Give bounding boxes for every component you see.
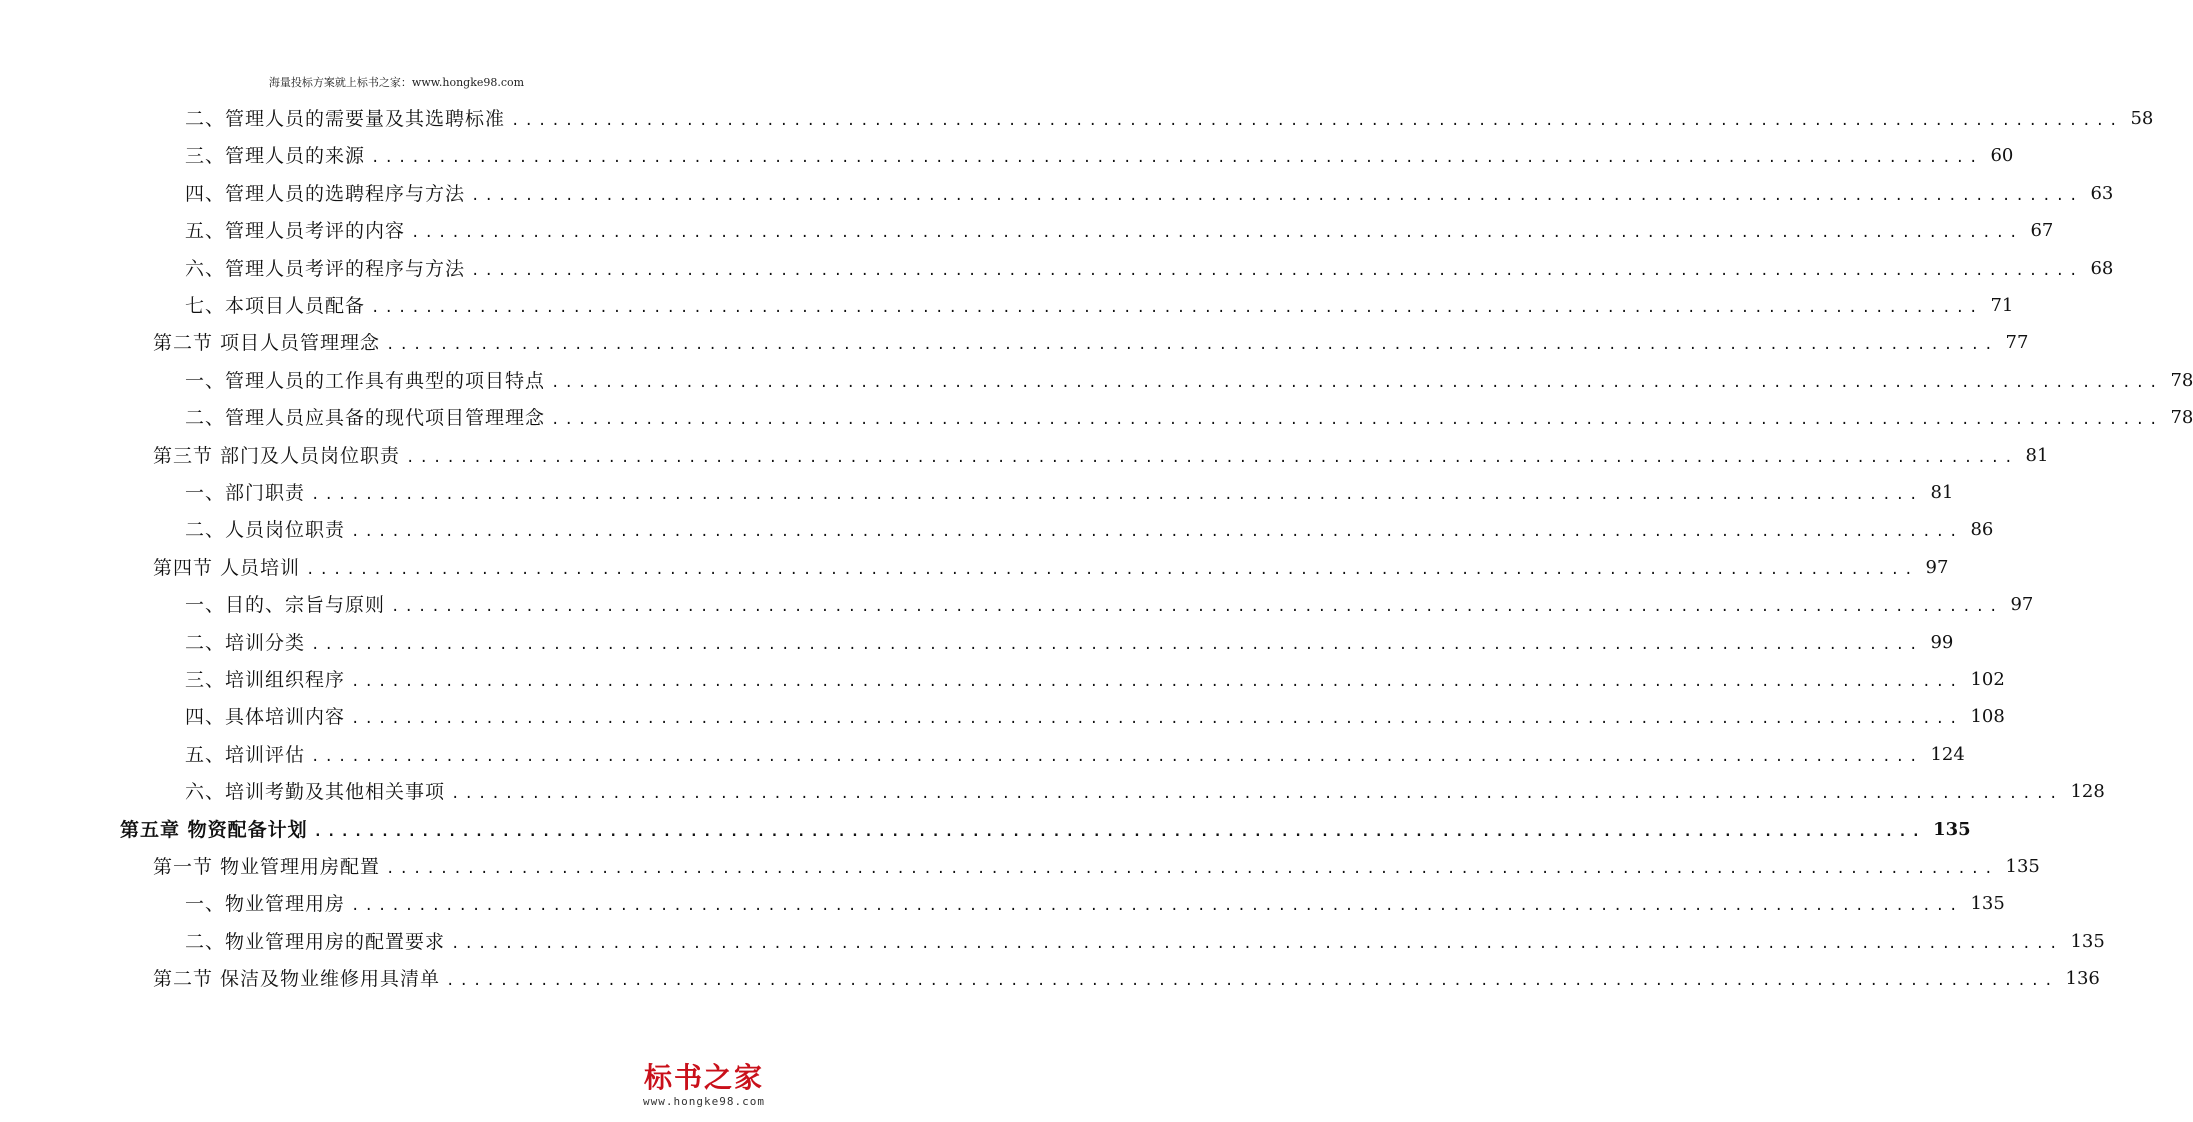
toc-entry-section[interactable]	[153, 849, 2040, 885]
toc-leader-dots: ........................................................................................................................	[406, 449, 2018, 466]
toc-entry-item[interactable]	[185, 213, 2054, 249]
toc-leader-dots: ........................................................................................................................	[411, 225, 2023, 242]
toc-leader-dots: ........................................................................................................................	[351, 711, 1963, 728]
toc-leader-dots: ........................................................................................................................	[451, 935, 2063, 952]
toc-entry-label: 六、管理人员考评的程序与方法	[185, 257, 466, 280]
toc-entry-label: 二、管理人员的需要量及其选聘标准	[185, 108, 506, 130]
toc-entry-page-number: 99	[1930, 631, 1954, 653]
toc-entry-item[interactable]	[185, 176, 2114, 212]
toc-entry-label: 三、管理人员的来源	[185, 145, 366, 168]
toc-entry-chapter[interactable]	[120, 812, 1971, 848]
toc-entry-page-number: 78	[2170, 407, 2193, 429]
toc-entry-section[interactable]	[153, 550, 1949, 586]
toc-entry-page-number: 77	[2005, 332, 2029, 354]
toc-entry-label: 第五章 物资配备计划	[120, 818, 308, 841]
toc-entry-label: 第三节 部门及人员岗位职责	[153, 444, 401, 467]
toc-entry-item[interactable]	[185, 138, 2014, 174]
toc-leader-dots: ........................................................................................................................	[511, 113, 2123, 129]
toc-leader-dots: ........................................................................................................................	[386, 861, 1998, 877]
toc-entry-item[interactable]	[185, 737, 1965, 773]
toc-entry-page-number: 81	[2025, 444, 2049, 466]
toc-entry-label: 四、管理人员的选聘程序与方法	[185, 182, 466, 205]
toc-leader-dots: ........................................................................................................................	[471, 187, 2083, 204]
toc-entry-item[interactable]	[185, 400, 2193, 436]
toc-entry-page-number: 97	[1925, 556, 1949, 578]
toc-entry-page-number: 58	[2130, 108, 2154, 129]
toc-leader-dots: ........................................................................................................................	[386, 337, 1998, 354]
toc-entry-item[interactable]	[185, 101, 2154, 137]
toc-entry-label: 四、具体培训内容	[185, 706, 346, 729]
toc-entry-item[interactable]	[185, 886, 2005, 922]
toc-entry-label: 第二节 项目人员管理理念	[153, 332, 381, 355]
toc-leader-dots: ........................................................................................................................	[351, 898, 1963, 915]
toc-entry-page-number: 135	[2070, 930, 2105, 952]
toc-entry-page-number: 124	[1930, 743, 1965, 765]
toc-entry-label: 一、目的、宗旨与原则	[185, 594, 386, 617]
toc-entry-label: 第二节 保洁及物业维修用具清单	[153, 968, 441, 991]
toc-entry-label: 二、管理人员应具备的现代项目管理理念	[185, 407, 546, 430]
toc-leader-dots: ........................................................................................................................	[311, 636, 1923, 653]
toc-leader-dots: ........................................................................................................................	[551, 374, 2163, 391]
logo-url: www.hongke98.com	[643, 1095, 765, 1108]
toc-entry-page-number: 71	[1990, 295, 2014, 316]
toc-entry-section[interactable]	[153, 438, 2049, 474]
toc-entry-label: 二、培训分类	[185, 631, 306, 654]
toc-leader-dots: ........................................................................................................................	[351, 674, 1963, 690]
toc-entry-label: 五、管理人员考评的内容	[185, 220, 406, 243]
toc-leader-dots: ........................................................................................................................	[311, 748, 1923, 765]
toc-entry-page-number: 135	[1933, 818, 1971, 840]
logo-title: 标书之家	[643, 1061, 764, 1094]
toc-entry-page-number: 135	[2005, 856, 2040, 877]
toc-entry-item[interactable]	[185, 924, 2105, 960]
toc-entry-item[interactable]	[185, 251, 2114, 287]
toc-leader-dots: ........................................................................................................................	[446, 973, 2058, 990]
toc-entry-item[interactable]	[185, 587, 2034, 623]
toc-leader-dots: ........................................................................................................................	[371, 150, 1983, 167]
toc-entry-section[interactable]	[153, 325, 2029, 361]
toc-entry-page-number: 128	[2070, 781, 2105, 803]
toc-entry-label: 第一节 物业管理用房配置	[153, 856, 381, 878]
toc-entry-item[interactable]	[185, 662, 2005, 698]
toc-entry-label: 六、培训考勤及其他相关事项	[185, 781, 446, 804]
toc-entry-page-number: 60	[1990, 145, 2014, 167]
toc-entry-page-number: 81	[1930, 482, 1954, 503]
toc-entry-label: 一、物业管理用房	[185, 893, 346, 916]
toc-entry-page-number: 63	[2090, 182, 2114, 204]
toc-entry-page-number: 102	[1970, 669, 2005, 690]
toc-entry-page-number: 67	[2030, 220, 2054, 242]
toc-leader-dots: ........................................................................................................................	[313, 823, 1926, 840]
toc-entry-item[interactable]	[185, 699, 2005, 735]
toc-entry-label: 七、本项目人员配备	[185, 295, 366, 317]
toc-entry-section[interactable]	[153, 961, 2100, 997]
toc-entry-item[interactable]	[185, 625, 1954, 661]
toc-entry-label: 一、部门职责	[185, 482, 306, 504]
toc-entry-label: 一、管理人员的工作具有典型的项目特点	[185, 369, 546, 392]
toc-entry-page-number: 108	[1970, 706, 2005, 728]
watermark-logo	[629, 1061, 779, 1108]
toc-entry-label: 第四节 人员培训	[153, 556, 301, 579]
toc-leader-dots: ........................................................................................................................	[311, 487, 1923, 503]
toc-entry-label: 五、培训评估	[185, 743, 306, 766]
toc-entry-page-number: 68	[2090, 257, 2114, 279]
toc-entry-page-number: 135	[1970, 893, 2005, 915]
toc-leader-dots: ........................................................................................................................	[551, 412, 2163, 429]
toc-entry-item[interactable]	[185, 774, 2105, 810]
toc-leader-dots: ........................................................................................................................	[451, 786, 2063, 803]
toc-leader-dots: ........................................................................................................................	[371, 300, 1983, 316]
page-header: 海量投标方案就上标书之家：www.hongke98.com	[268, 76, 525, 89]
toc-entry-item[interactable]	[185, 363, 2193, 399]
toc-entry-label: 二、人员岗位职责	[185, 519, 346, 542]
toc-entry-page-number: 136	[2065, 968, 2100, 990]
toc-leader-dots: ........................................................................................................................	[306, 561, 1918, 578]
toc-entry-item[interactable]	[185, 512, 1994, 548]
toc-entry-page-number: 86	[1970, 519, 1994, 541]
toc-entry-item[interactable]	[185, 288, 2014, 324]
toc-entry-item[interactable]	[185, 475, 1954, 511]
toc-entry-page-number: 97	[2010, 594, 2034, 616]
toc-leader-dots: ........................................................................................................................	[471, 262, 2083, 279]
toc-entry-label: 三、培训组织程序	[185, 669, 346, 691]
toc-leader-dots: ........................................................................................................................	[391, 599, 2003, 616]
toc-leader-dots: ........................................................................................................................	[351, 524, 1963, 541]
toc-entry-label: 二、物业管理用房的配置要求	[185, 930, 446, 953]
toc-entry-page-number: 78	[2170, 369, 2193, 391]
